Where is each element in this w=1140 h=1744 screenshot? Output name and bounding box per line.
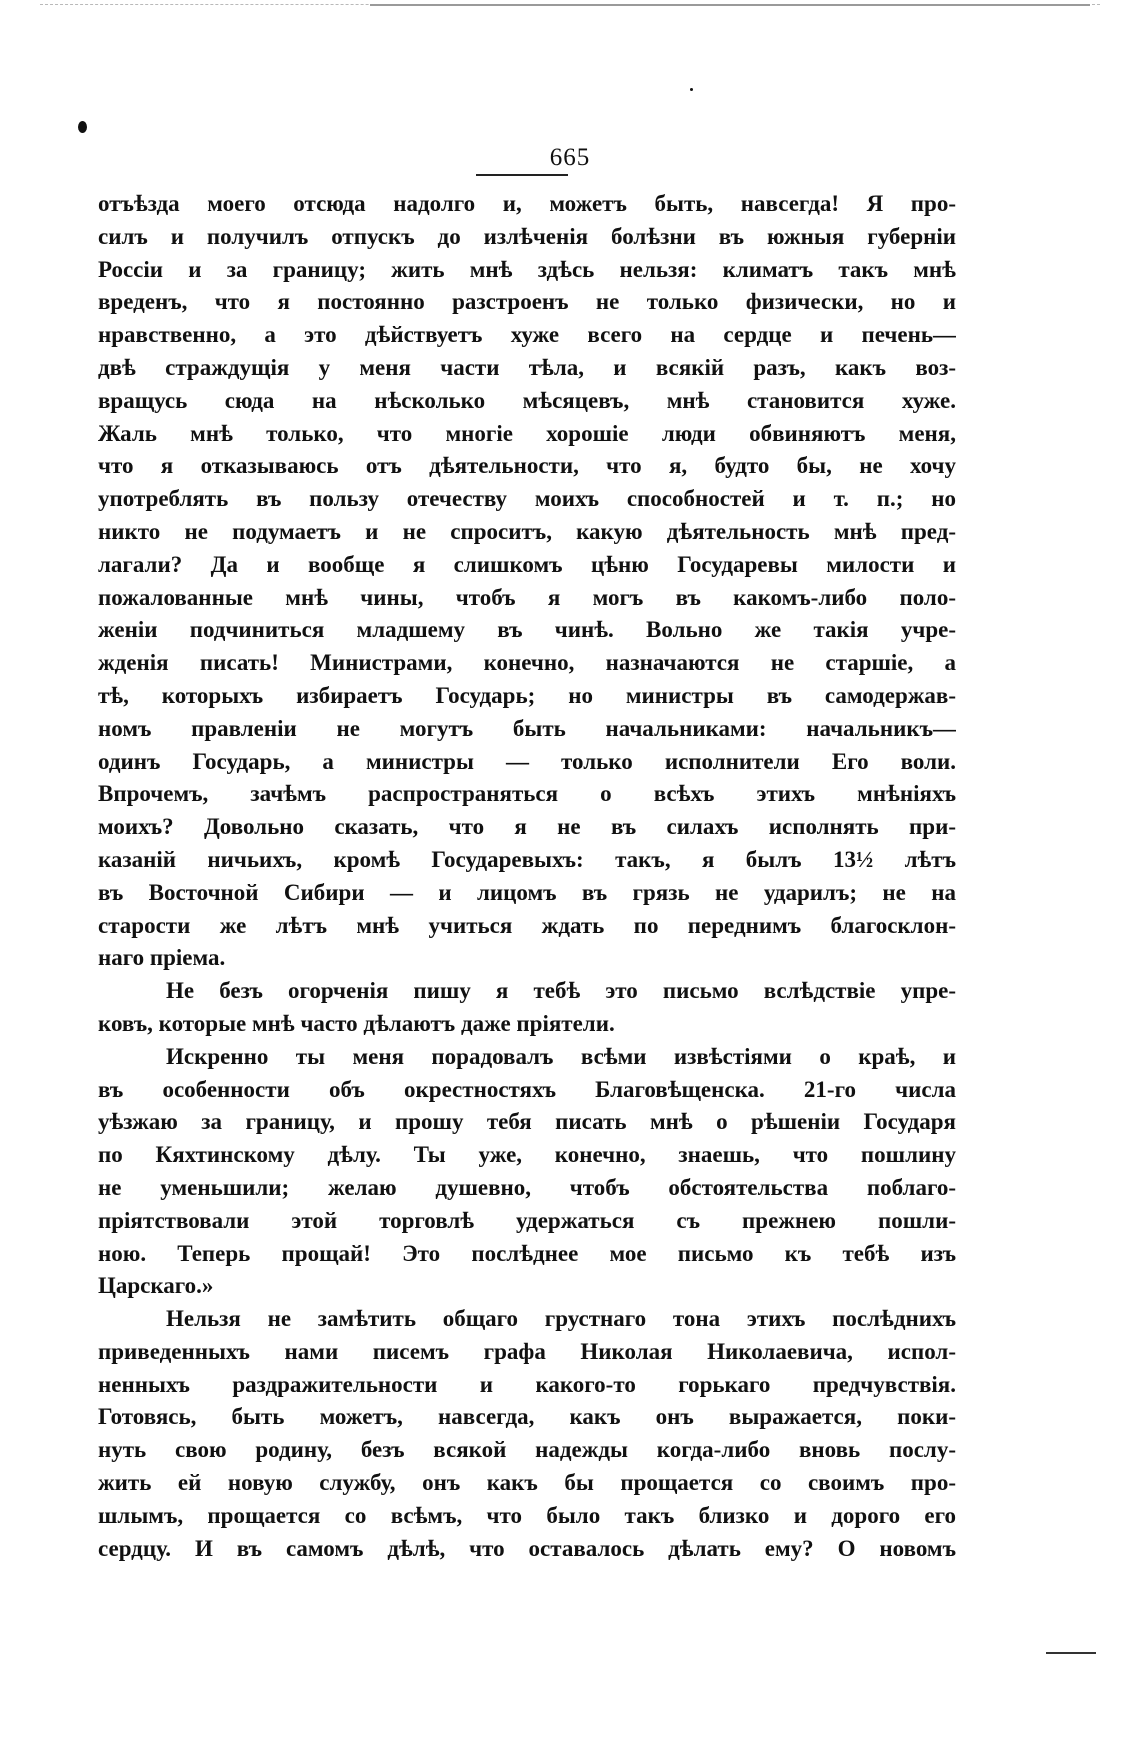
text-line: сердцу. И въ самомъ дѣлѣ, что оставалось дѣлать ему? О новомъ (98, 1535, 956, 1561)
text-line: по Кяхтинскому дѣлу. Ты уже, конечно, знаешь, что пошлину (98, 1142, 956, 1168)
text-line: вращусь сюда на нѣсколько мѣсяцевъ, мнѣ становится хуже. (98, 387, 956, 413)
scan-speck (690, 88, 693, 91)
scan-top-edge-solid (370, 4, 1090, 6)
text-line: Царскаго.» (98, 1273, 214, 1299)
text-line: ненныхъ раздражительности и какого-то горькаго предчувствія. (98, 1371, 956, 1397)
text-line: уѣзжаю за границу, и прошу тебя писать мнѣ о рѣшеніи Государя (98, 1109, 956, 1135)
text-line: старости же лѣтъ мнѣ учиться ждать по переднимъ благосклон- (98, 912, 956, 938)
text-line: въ особенности объ окрестностяхъ Благовѣщенска. 21-го числа (98, 1076, 956, 1102)
text-line: пожалованные мнѣ чины, чтобъ я могъ въ какомъ-либо поло- (98, 584, 956, 610)
text-line: моихъ? Довольно сказать, что я не въ силахъ исполнять при- (98, 814, 956, 840)
text-line: Жаль мнѣ только, что многіе хорошіе люди обвиняютъ меня, (98, 420, 956, 446)
text-line: Искренно ты меня порадовалъ всѣми извѣстіями о краѣ, и (166, 1043, 956, 1069)
margin-mark (1046, 1652, 1096, 1654)
text-line: Готовясь, быть можетъ, навсегда, какъ онъ выражается, поки- (98, 1404, 956, 1430)
text-line: лагали? Да и вообще я слишкомъ цѣню Государевы милости и (98, 551, 956, 577)
text-line: жденія писать! Министрами, конечно, назначаются не старшіе, а (98, 650, 956, 676)
text-line: силъ и получилъ отпускъ до излѣченія болѣзни въ южныя губерніи (98, 223, 956, 249)
text-line: женіи подчиниться младшему въ чинѣ. Вольно же такія учре- (98, 617, 956, 643)
page-number-rule (476, 174, 568, 176)
text-line: что я отказываюсь отъ дѣятельности, что я, будто бы, не хочу (98, 453, 956, 479)
text-line: Впрочемъ, зачѣмъ распространяться о всѣхъ этихъ мнѣніяхъ (98, 781, 956, 807)
scan-speck (78, 121, 87, 133)
text-line: наго пріема. (98, 945, 226, 971)
page-number: 665 (549, 144, 591, 171)
text-line: одинъ Государь, а министры — только исполнители Его воли. (98, 748, 956, 774)
text-line: казаній ничьихъ, кромѣ Государевыхъ: такъ, я былъ 13½ лѣтъ (98, 846, 956, 872)
text-line: тѣ, которыхъ избираетъ Государь; но министры въ самодержав- (98, 682, 956, 708)
text-line: въ Восточной Сибири — и лицомъ въ грязь не ударилъ; не на (98, 879, 956, 905)
text-line: приведенныхъ нами писемъ графа Николая Николаевича, испол- (98, 1338, 956, 1364)
text-line: двѣ страждущія у меня части тѣла, и всякій разъ, какъ воз- (98, 354, 956, 380)
text-line: шлымъ, прощается со всѣмъ, что было такъ близко и дорого его (98, 1502, 956, 1528)
text-line: ковъ, которые мнѣ часто дѣлаютъ даже пріятели. (98, 1010, 615, 1036)
text-line: Нельзя не замѣтить общаго грустнаго тона этихъ послѣднихъ (166, 1306, 956, 1332)
text-line: вреденъ, что я постоянно разстроенъ не только физически, но и (98, 289, 956, 315)
text-line: употреблять въ пользу отечеству моихъ способностей и т. п.; но (98, 486, 956, 512)
text-line: Не безъ огорченія пишу я тебѣ это письмо вслѣдствіе упре- (166, 978, 956, 1004)
text-line: не уменьшили; желаю душевно, чтобъ обстоятельства поблаго- (98, 1174, 956, 1200)
text-line: номъ правленіи не могутъ быть начальниками: начальникъ— (98, 715, 956, 741)
text-line: жить ей новую службу, онъ какъ бы прощается со своимъ про- (98, 1470, 956, 1496)
text-line: нравственно, а это дѣйствуетъ хуже всего на сердце и печень— (98, 322, 956, 348)
text-line: никто не подумаетъ и не спроситъ, какую дѣятельность мнѣ пред- (98, 518, 956, 544)
text-line: отъѣзда моего отсюда надолго и, можетъ быть, навсегда! Я про- (98, 191, 956, 216)
text-line: пріятствовали этой торговлѣ удержаться съ прежнею пошли- (98, 1207, 956, 1233)
text-line: нуть свою родину, безъ всякой надежды когда-либо вновь послу- (98, 1437, 956, 1463)
text-line: Россіи и за границу; жить мнѣ здѣсь нельзя: климатъ такъ мнѣ (98, 256, 956, 282)
text-line: ною. Теперь прощай! Это послѣднее мое письмо къ тебѣ изъ (98, 1240, 956, 1266)
page-body (98, 188, 956, 1565)
